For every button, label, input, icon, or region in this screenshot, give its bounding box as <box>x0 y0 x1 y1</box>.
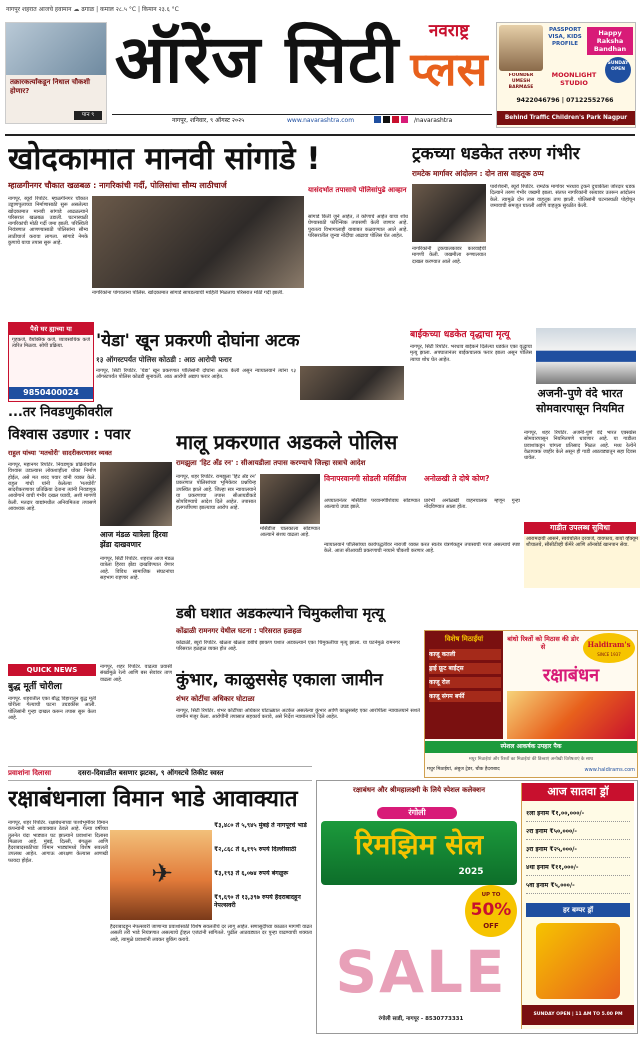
air-fare-1: ₹३,४८० ते ५,९४५ मुंबई ते नागपूरचे भाडे <box>214 822 307 829</box>
studio-address: Behind Traffic Children's Park Nagpur <box>497 111 635 125</box>
bail-subhead: शंभर कोटींचा अधिकार घोटाळा <box>176 695 255 703</box>
studio-passport: PASSPORT VISA, KIDS PROFILE <box>548 27 582 47</box>
air-body-2: हैदराबादहून नेपल्सवरी जाणाऱ्या प्रवाशांसाठी विशेष सवलतीचे दर लागू आहेत. सणासुदीच्या काळात मागणी वाढत असली तरी भाडे नियंत्रणात असल्याचे ट्रॅव्हल एजंटांनी सांगितले. पुढील आठवड्यात दर पुन्हा वाढण्याची शक्यता आहे, त्यामुळे प्रवाशांनी लवकर बुकिंग करावे. <box>110 924 312 943</box>
dabi-body: कोंढाळी, ब्यूरो रिपोर्टर. खेळता खेळता डबीचे झाकण घशात अडकल्याने एका चिमुकलीचा मृत्यू झाला. या घटनेमुळे रामनगर परिसरात हळहळ व्यक्त होत आहे. <box>176 640 400 653</box>
draw-prize-5: ५वा इनाम ₹५,०००/- <box>526 879 630 894</box>
bail-headline: कुंभार, काळुससेह एकाला जामीन <box>176 670 383 690</box>
oldman-headline: बाईकच्या धडकेत वृद्धाचा मृत्यू <box>410 329 510 340</box>
studio-founder: FOUNDER UMESH BARMASE <box>508 73 534 89</box>
pawar-body: नागपूर, महानगर रिपोर्टर. निवडणूक प्रक्रियेवरील विश्वास उडाल्यास लोकशाहीला धोका निर्माण होईल, असे मत शरद पवार यांनी व्यक्त केले. राहुल गांधी यांनी केलेल्या 'मतचोरी' सादरीकरणावर प्रतिक्रिया देताना त्यांनी निवडणूक आयोगाने याची गंभीर दखल घ्यावी, अशी मागणी केली. मतदार याद्यांमधील अनियमितता तपासणे आवश्यक आहे. <box>8 462 96 513</box>
news-strip <box>8 766 312 781</box>
pawar-kicker: ...तर निवडणुकीवरील <box>8 405 113 420</box>
quick-news-body: नागपूर. शहरातील एका बौद्ध विहारातून बुद्ध मूर्ती चोरीला गेल्याची घटना उघडकीस आली. पोलिसांनी गुन्हा दाखल करून तपास सुरू केला आहे. <box>8 696 96 721</box>
sale-off: OFF <box>483 922 499 930</box>
truck-headline: ट्रकच्या धडकेत तरुण गंभीर <box>412 144 580 164</box>
draw-title: आज सातवा ड्रॉ <box>522 783 634 801</box>
social-handle: /navarashtra <box>414 117 453 124</box>
malu-side1-body: अपघातानंतर मर्सिडीज परवानगीशिवाय सोडण्यात आल्याचे उघड झाले. <box>324 498 420 511</box>
truck-body: पारशिवनी, ब्यूरो रिपोर्टर. रामटेक मार्गावर भरधाव ट्रकने दुचाकीला जोरदार धडक दिल्याने तरुण गंभीर जखमी झाला. संतप्त नागरिकांनी रस्त्यावर उतरून आंदोलन केले. त्यामुळे दोन तास वाहतूक ठप्प झाली. पोलिसांनी घटनास्थळी पोहोचून जमावाची समजूत घातली आणि वाहतूक सुरळीत केली. <box>490 184 635 209</box>
instagram-icon[interactable] <box>401 116 408 123</box>
haldiram-bubble: बांधो रिश्तों को मिठास की डोर से <box>507 635 579 651</box>
malu-side2: अनोळखी ते दोषे कोण? <box>424 474 490 483</box>
sale-discount-badge <box>465 885 517 937</box>
air-fare-4: ₹९,६९० ते १३,३९७ रुपये हैदराबादहून नेपल्सवरी <box>214 894 301 909</box>
lead-body-col1: नागपूर, ब्यूरो रिपोर्टर. म्हाळगीनगर चौकात उड्डाणपुलाच्या निर्माणासाठी सुरू असलेल्या खोदकामात मानवी सांगाडे आढळल्याने परिसरात खळबळ उडाली. घटनास्थळी नागरिकांची मोठी गर्दी जमा झाली. परिस्थिती नियंत्रणात आणण्यासाठी पोलिसांना सौम्य लाठीचार्ज करावा लागला. सांगाडे नेमके कुणाचे याचा तपास सुरू आहे. <box>8 196 88 247</box>
registration-dots-right <box>572 1036 632 1044</box>
haldiram-item-4: काजू संगम बर्फी <box>429 691 501 702</box>
haldiram-footer: मधुर मिठाईयां और रिश्तों का मिठाईयां की डिब्बाएं अनोखी विशेषताएं के साथ <box>468 757 594 762</box>
train-photo <box>536 328 636 384</box>
quick-news-headline: बुद्ध मूर्ती चोरीला <box>8 682 62 692</box>
teaser-text: तक्रारकर्त्यांकडून निधाल चौकशी होणार? <box>10 78 90 95</box>
studio-sunday: SUNDAY OPEN <box>605 57 631 83</box>
haldiram-item-1: काजू कतली <box>429 649 501 660</box>
haldiram-item-2: ड्राई फ्रूट बाईट्स <box>429 663 501 674</box>
air-fare-3: ₹३,१९३ ते ६,०७४ रुपये बंगळुरू <box>214 870 289 877</box>
finance-ad-text: गृहकर्ज, वैयक्तिक कर्ज, व्यावसायिक कर्ज त्वरित मिळवा. सोपी प्रक्रिया. <box>12 337 90 350</box>
malu-body: नागपूर, शहर रिपोर्टर. रामझुला 'हिट ॲंड रन' प्रकरणात पोलिसांच्या भूमिकेवर प्रश्नचिन्ह उपस्थित झाले आहे. जिल्हा सत्र न्यायालयाने या प्रकरणाचा तपास सीआयडीकडे सोपविण्याचे आदेश दिले आहेत. तपासात हलगर्जीपणा झाल्याचा आरोप आहे. <box>176 474 256 512</box>
sale-title-panel <box>321 821 517 885</box>
cloud-icon: ☁ <box>73 6 80 13</box>
strip-text: दसरा-दिवाळीत बसणार झटका, ९ ऑगस्टचे तिकीट स्वस्त <box>78 769 224 777</box>
teaser-photo <box>6 23 106 75</box>
bail-body: नागपूर, सिटी रिपोर्टर. शंभर कोटींच्या अधिकार घोटाळ्यात अटकेत असलेल्या कुंभार आणि काळुससेह एका आरोपीला न्यायालयाने सशर्त जामीन मंजूर केला. आरोपींनी तपासात सहकार्य करावे, असे निर्देश न्यायालयाने दिले आहेत. <box>176 708 420 721</box>
haldiram-since: SINCE 1937 <box>597 652 621 657</box>
truck-subhead: रामटेक मार्गावर आंदोलन : दोन तास वाहतूक ठप्प <box>412 169 544 178</box>
yeda-subhead: १३ ऑगस्टपर्यंत पोलिस कोठडी : आठ आरोपी फरार <box>96 355 232 364</box>
train-box-body: आरामदायी आसने, स्वयंचलित दरवाजे, वायफाय, बायो व्हॅक्यूम शौचालये, सीसीटीव्ही कॅमेरे आणि ऑनबोर्ड खानपान सेवा. <box>524 536 640 588</box>
lead-subhead: म्हाळगीनगर चौकात खळबळ : नागरिकांची गर्दी, पोलिसांचा सौम्य लाठीचार्ज <box>8 181 227 190</box>
masthead-title: ऑरेंज सिटी <box>114 21 400 98</box>
haldiram-address: मधुर मिठाईयां, अंबुज ट्रेडर, चौक हैदराबाद <box>427 767 500 772</box>
haldiram-logo <box>583 633 635 663</box>
train-body: नागपूर, शहर रिपोर्टर. अजनी-पुणे वंदे भारत एक्सप्रेस सोमवारपासून नियमितपणे धावणार आहे. या गाडीला प्रवाशांकडून चांगला प्रतिसाद मिळत आहे. मध्य रेल्वेने वेळापत्रक जाहीर केले असून ही गाडी आठवड्यातून सहा दिवस धावेल. <box>524 430 636 462</box>
lower-left-body: नागपूर, शहर रिपोर्टर. वाढत्या प्रवासी संख्येमुळे रेल्वे आणि बस सेवांवर ताण वाढला आहे. <box>100 664 172 683</box>
draw-prize-4: ४था इनाम ₹११,०००/- <box>526 861 630 876</box>
finance-ad-box[interactable] <box>8 322 94 402</box>
draw-prize-2: २रा इनाम ₹५०,०००/- <box>526 825 630 840</box>
haldiram-offer-bar: स्पेशल आकर्षक उपहार पैक <box>425 741 637 753</box>
sale-upto: UP TO <box>481 892 501 898</box>
sale-year: 2025 <box>458 867 484 877</box>
sale-title: रिमझिम सेल <box>354 828 484 861</box>
strip-label: प्रवाशांना दिलासा <box>8 769 52 777</box>
rally-body: नागपूर, सिटी रिपोर्टर. शहरात आज मंडळ यात्रेला हिरवा झेंडा दाखविण्यात येणार आहे. विविध सामाजिक संघटनांचा सहभाग राहणार आहे. <box>100 556 174 581</box>
studio-name: MOONLIGHT STUDIO <box>551 71 597 87</box>
website-link[interactable]: www.navarashtra.com <box>287 117 355 124</box>
studio-phone[interactable]: 9422046796 | 07122552766 <box>516 97 614 104</box>
airplane-icon: ✈ <box>151 862 173 886</box>
registration-dots-left <box>8 1036 68 1044</box>
weather-label: नागपूर शहरात आजचे हवामान <box>6 6 72 13</box>
malu-photo <box>260 474 320 524</box>
airplane-photo <box>110 830 212 920</box>
malu-subhead: रामझुला 'हिट ॲंड रन' : सीआयडीला तपास करण्याचे जिल्हा सत्राचे आदेश <box>176 459 366 467</box>
finance-ad-title: पैसे घर ह्याच्या या <box>9 323 93 335</box>
lead-photo-caption: नागरिकांना पांगवताना पोलिस. खोदकामात सांगाडे सापडल्याची माहिती मिळताच परिसरात मोठी गर्दी झाली. <box>92 290 284 296</box>
sale-big: SALE <box>335 938 507 1006</box>
lead-sidebar-title: यासंदर्भात तपासाचे पोलिसांपुढे आव्हान <box>308 186 407 194</box>
draw-panel <box>521 783 634 1029</box>
train-box-title: गाडीत उपलब्ध सुविधा <box>524 522 636 534</box>
draw-sunday: SUNDAY OPEN | 11 AM TO 5.00 PM <box>522 1005 634 1025</box>
air-fares <box>214 822 312 916</box>
sale-top-text: रक्षाबंधन और श्रीमहालक्ष्मी के लिये स्पेशल कलेक्शन <box>353 786 485 794</box>
dateline: नागपूर, शनिवार, ९ ऑगस्ट २०२५ <box>172 117 245 124</box>
haldiram-website[interactable]: www.haldirams.com <box>584 767 635 773</box>
x-icon[interactable] <box>383 116 390 123</box>
draw-prize-1: १ला इनाम ₹१,००,०००/- <box>526 807 630 822</box>
malu-headline: मालू प्रकरणात अडकले पोलिस <box>176 430 398 454</box>
air-headline: रक्षाबंधनाला विमान भाडे आवाक्यात <box>8 786 298 812</box>
brand-top: नवराष्ट्र <box>428 21 470 40</box>
haldiram-title: रक्षाबंधन <box>542 665 600 686</box>
facebook-icon[interactable] <box>374 116 381 123</box>
yeda-body: नागपूर, सिटी रिपोर्टर. 'येडा' खून प्रकरणात पोलिसांनी दोघांना अटक केली असून न्यायालयाने त्यांना १३ ऑगस्टपर्यंत पोलिस कोठडी सुनावली. आठ आरोपी अद्याप फरार आहेत. <box>96 368 296 381</box>
lead-sidebar <box>308 186 408 336</box>
train-headline: अजनी-पुणे वंदे भारत सोमवारपासून नियमित <box>536 387 624 415</box>
youtube-icon[interactable] <box>392 116 399 123</box>
studio-ad[interactable] <box>496 22 636 128</box>
draw-gift-photo <box>536 923 620 999</box>
brand-bottom: प्लस <box>410 42 488 96</box>
quick-news-text: QUICK NEWS <box>26 666 78 674</box>
sale-brand-top: रंगोली <box>377 807 457 819</box>
studio-photo <box>499 25 543 71</box>
malu-body-2: मर्सिडीज चालकाला सोडण्यात आल्याने संशय वाढला आहे. <box>260 526 320 539</box>
malu-side2-body: प्रारंभी अनोळखी वाहनचालक म्हणून गुन्हा नोंदविण्यात आला होता. <box>424 498 520 511</box>
masthead <box>0 0 640 133</box>
dabi-subhead: कोंढाळी रामनगर येथील घटना : परिसरात हळहळ <box>176 627 302 635</box>
teaser-page: पान ९ <box>74 111 102 120</box>
lead-headline: खोदकामात मानवी सांगाडे ! <box>8 141 321 177</box>
haldiram-ad[interactable] <box>424 630 638 778</box>
studio-wish: Happy Raksha Bandhan <box>587 27 633 55</box>
brand-logo <box>402 18 496 104</box>
malu-body-3: न्यायालयाने पोलिसांच्या कार्यपद्धतीवर नाराजी व्यक्त करत स्वतंत्र यंत्रणेकडून तपासाची गरज असल्याचे स्पष्ट केले. आता सीआयडी प्रकरणाची नव्याने चौकशी करणार आहे. <box>324 542 520 555</box>
teaser-card[interactable] <box>5 22 107 124</box>
pawar-subhead: राहुल यांच्या 'मतचोरी' सादरीकरणावर व्यक्त <box>8 449 112 457</box>
haldiram-left-title: विशेष मिठाईयां <box>444 635 484 643</box>
malu-side1: विनापरवानगी सोडली मर्सिडीज <box>324 474 407 483</box>
haldiram-left <box>425 631 503 739</box>
masthead-divider <box>5 134 635 136</box>
pawar-headline: विश्वास उडणार : पवार <box>8 427 131 443</box>
air-body: नागपूर, शहर रिपोर्टर. रक्षाबंधनाच्या पार्श्वभूमीवर विमान कंपन्यांनी भाडे आवाक्यात ठेवले आहे. गेल्या वर्षीच्या तुलनेत यंदा भाड्यात घट झाल्याने प्रवाशांना दिलासा मिळाला आहे. मुंबई, दिल्ली, बंगळुरू आणि हैदराबादसाठीच्या विमान भाड्यांमध्ये विशेष सवलती उपलब्ध आहेत. आगाऊ आरक्षण केल्यास आणखी फायदा होईल. <box>8 820 108 864</box>
sale-address: रंगोली साडी, नागपूर - 8530773331 <box>378 1016 464 1022</box>
lead-photo <box>92 196 304 288</box>
yeda-headline: 'येडा' खून प्रकरणी दोघांना अटक <box>96 331 300 351</box>
yeda-photo <box>300 366 404 400</box>
quick-news-label <box>8 664 96 676</box>
truck-photo <box>412 184 486 242</box>
dabi-headline: डबी घशात अडकल्याने चिमुकलीचा मृत्यू <box>176 606 384 622</box>
oldman-body: नागपूर, सिटी रिपोर्टर. भरधाव बाईकने दिलेल्या धडकेत एका वृद्धाचा मृत्यू झाला. अपघातानंतर बाईकचालक फरार झाला असून पोलिस त्याचा शोध घेत आहेत. <box>410 344 532 363</box>
haldiram-product-photo <box>507 691 635 739</box>
haldiram-item-3: काजू रोल <box>429 677 501 688</box>
pawar-photo <box>100 462 172 526</box>
finance-ad-phone[interactable]: 9850400024 <box>9 387 93 399</box>
air-fare-2: ₹२,८६८ ते ६,१९५ रुपये दिल्लीसाठी <box>214 846 297 853</box>
rally-headline: आज मंडळ यात्रेला हिरवा झेंडा दाखवणार <box>100 530 168 549</box>
social-icons[interactable] <box>374 116 408 127</box>
rangoli-sale-ad[interactable] <box>316 780 638 1034</box>
lead-sidebar-text: सांगाडे किती जुने आहेत, ते कोणाचे आहेत याचा शोध घेण्यासाठी फॉरेन्सिक तपासणी केली जाणार आहे. पुरातत्व विभागालाही याबाबत कळवण्यात आले आहे. परिसरातील जुन्या नोंदींचा आढावा पोलिस घेत आहेत. <box>308 214 408 239</box>
weather-readout: ढगाळ | कमाल २८.५ °C | किमान २३.६ °C <box>81 6 179 13</box>
dateline-bar <box>112 114 492 127</box>
draw-prize-3: ३रा इनाम ₹२५,०००/- <box>526 843 630 858</box>
sale-percent: 50% <box>470 900 512 920</box>
draw-offer: हर बम्पर ड्रॉ <box>526 903 630 917</box>
truck-body-2: नागरिकांनी ट्रकचालकावर कारवाईची मागणी केली. जखमीला रुग्णालयात दाखल करण्यात आले आहे. <box>412 246 486 265</box>
haldiram-brand: Haldiram's <box>587 640 631 649</box>
